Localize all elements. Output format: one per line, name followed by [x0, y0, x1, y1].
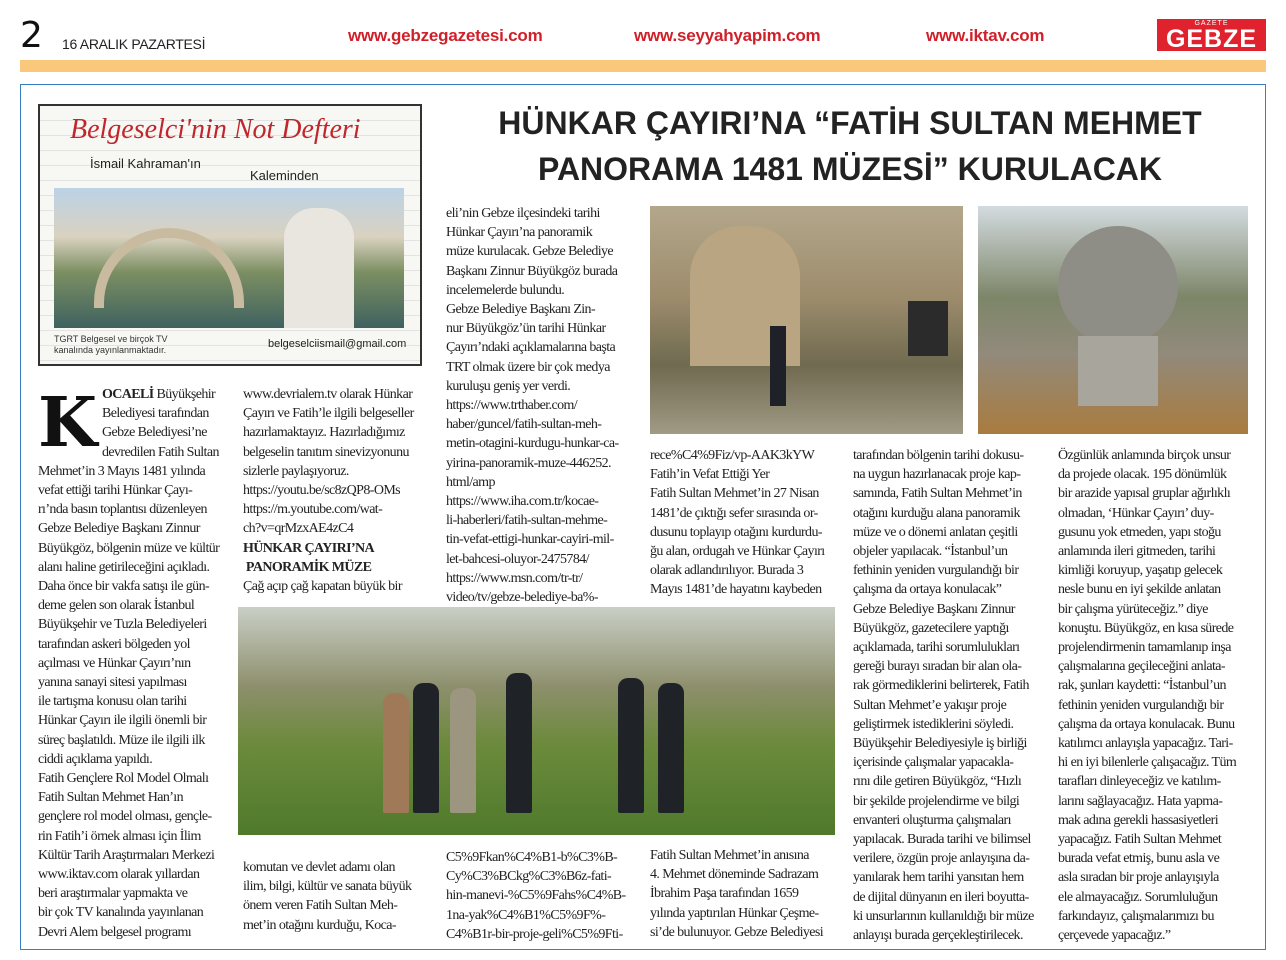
subheading: HÜNKAR ÇAYIRI’NA	[243, 540, 375, 556]
text-line: https://www.msn.com/tr-tr/	[446, 570, 583, 586]
text-line: devredilen Fatih Sultan	[102, 444, 219, 460]
text-line: ğu alan, ordugah ve Hünkar Çayırı	[650, 544, 825, 560]
text-line: Çayırı ve Fatih’le ilgili belgeseller	[243, 406, 414, 422]
text-line: müze ve o dönemi anlatan çeşitli	[853, 524, 1018, 540]
text-line: gençlere rol model olması, gençle-	[38, 809, 212, 825]
text-line: html/amp	[446, 474, 495, 490]
text-line: burada vefat etmiş, bunu asla ve	[1058, 851, 1220, 867]
text-line: bir çok TV kanalında yayınlanan	[38, 905, 204, 921]
text-line: açılması ve Hünkar Çayırı’nın	[38, 655, 191, 671]
text-line: Fatih Sultan Mehmet Han’ın	[38, 790, 183, 806]
text-line: asla sıradan bir proje anlayışıyla	[1058, 870, 1219, 886]
text-line: beri araştırmalar yapmakta ve	[38, 886, 188, 902]
text-line: larını sağlayacağız. Hata yapma-	[1058, 793, 1223, 809]
article-column-3-top	[446, 204, 619, 607]
text-line: envanteri oluşturma çalışmaları	[853, 812, 1011, 828]
text-line: ile tartışma konusu olan tarihi	[38, 694, 187, 710]
text-line: rin Fatih’i örnek alması için İlim	[38, 828, 201, 844]
text-line: met’in otağını kurduğu, Koca-	[243, 917, 396, 933]
text-line: hin-manevi-%C5%9Fahs%C4%B-	[446, 888, 626, 904]
text-line: haber/guncel/fatih-sultan-meh-	[446, 417, 602, 433]
text-line: belgeselin tanıtım sinevizyonunu	[243, 444, 409, 460]
text-line: otağını kurduğu alana panoramik	[853, 505, 1020, 521]
banner-footer-line: TGRT Belgesel ve birçok TV	[54, 334, 168, 344]
text-line: Fatih Gençlere Rol Model Olmalı	[38, 771, 209, 787]
text-line: video/tv/gebze-belediye-ba%-	[446, 590, 598, 606]
text-line: tarafından bölgenin tarihi dokusu-	[853, 448, 1024, 463]
text-line: rak, şunları kaydetti: “İstanbul’un	[1058, 678, 1226, 694]
text-line: süreç başlatıldı. Müze ile ilgili ilk	[38, 732, 205, 748]
text-line: Büyükgöz, gazetecilere yaptığı	[853, 620, 1009, 636]
text-line: li-haberleri/fatih-sultan-mehme-	[446, 513, 608, 529]
text-line: www.iktav.com olarak yıllardan	[38, 867, 200, 883]
text-line: çerçevede yapacağız.”	[1058, 928, 1171, 944]
text-line: verilere, özgün proje anlayışına da-	[853, 851, 1030, 867]
text-line: Büyükşehir ve Tuzla Belediyeleri	[38, 617, 207, 633]
article-column-5	[853, 446, 1034, 945]
banner-title: Belgeselci'nin Not Defteri	[70, 114, 361, 145]
text-line: Fatih Sultan Mehmet’in 27 Nisan	[650, 486, 819, 502]
text-line: anlayışı burada gerçekleştirilecek.	[853, 928, 1023, 944]
text-line: kimliği koruyup, yaşatıp gelecek	[1058, 563, 1223, 579]
text-line: dusunu toplayıp otağını kurdurdu-	[650, 524, 822, 540]
text-line: TRT olmak üzere bir çok medya	[446, 359, 610, 375]
text-line: vefat ettiği tarihi Hünkar Çayı-	[38, 483, 193, 499]
text-line: da projede olacak. 195 dönümlük	[1058, 467, 1227, 483]
text-line: projelendirmenin tamamlanıp inşa	[1058, 640, 1231, 656]
text-line: tarafları dinleyeceğiz ve katılım-	[1058, 774, 1221, 790]
banner-email: belgeselciismail@gmail.com	[268, 338, 407, 350]
headline-line: PANORAMA 1481 MÜZESİ” KURULACAK	[537, 151, 1163, 187]
text-line: Gebze Belediyesi’ne	[102, 425, 207, 441]
text-line: rak görmediklerini belirterek, Fatih	[853, 678, 1029, 694]
text-line: eli’nin Gebze ilçesindeki tarihi	[446, 206, 600, 221]
text-line: geliştirmek istediklerini söyledi.	[853, 716, 1014, 732]
text-line: rını dile getiren Büyükgöz, “Hızlı	[853, 774, 1022, 790]
headline	[440, 100, 1260, 192]
text-line: https://www.iha.com.tr/kocae-	[446, 494, 599, 510]
photo-officials-in-meadow	[238, 607, 835, 835]
text-line: Gebze Belediye Başkanı Zinnur	[38, 521, 200, 537]
text-line: nur Büyükgöz’ün tarihi Hünkar	[446, 321, 606, 337]
text-line: bir çalışma yürüteceğiz.” diye	[1058, 601, 1208, 617]
page-number: 2	[20, 15, 43, 56]
banner-author: İsmail Kahraman'ın	[90, 156, 201, 171]
text-line: ciddi açıklama yapıldı.	[38, 751, 153, 767]
subheading: PANORAMİK MÜZE	[243, 559, 372, 575]
text-line: gereği burayı sıradan bir alan ola-	[853, 659, 1022, 675]
article-column-6	[1058, 446, 1236, 945]
text-line: bir arazide yapısal gruplar ağırlıklı	[1058, 486, 1231, 502]
text-line: Gebze Belediye Başkanı Zin-	[446, 302, 596, 318]
text-line: hi en iyi bilenlerle çalışacağız. Tüm	[1058, 755, 1237, 771]
text-line: Daha önce bir vakfa satışı ile gün-	[38, 579, 210, 595]
text-line: Mehmet’in 3 Mayıs 1481 yılında	[38, 463, 206, 479]
text-line: konuştu. Büyükgöz, en kısa sürede	[1058, 620, 1234, 636]
text-line: anlamında ileri gitmeden, tarihi	[1058, 544, 1216, 560]
text-line: nesle bunu en iyi şekilde anlatan	[1058, 582, 1221, 598]
article-column-2-top	[243, 385, 414, 596]
text-line	[38, 385, 219, 404]
text-line: yapacağız. Fatih Sultan Mehmet	[1058, 832, 1222, 848]
text-line: önem veren Fatih Sultan Meh-	[243, 898, 398, 914]
text-line: Büyükgöz, bölgenin müze ve kültür	[38, 540, 220, 556]
issue-date: 16 ARALIK PAZARTESİ	[62, 36, 206, 52]
text-line: rı’nda basın toplantısı düzenleyen	[38, 502, 207, 518]
text-line: na uygun hazırlanacak proje kap-	[853, 467, 1021, 483]
text-line: Başkanı Zinnur Büyükgöz burada	[446, 263, 618, 279]
text-line: çalışmalarına geçileceğini anlata-	[1058, 659, 1225, 675]
banner-footer-note	[54, 334, 168, 356]
banner-photo-mostar-bridge	[54, 188, 404, 328]
text-line: Sultan Mehmet’e yakışır proje	[853, 697, 1007, 713]
text-line: ele almayacağız. Sorumluluğun	[1058, 889, 1218, 905]
text-line: içerisinde çalışmalar yapacakla-	[853, 755, 1014, 771]
text-line: yapılacak. Burada tarihi ve bilimsel	[853, 832, 1031, 848]
text-line: Büyükşehir Belediyesiyle iş birliği	[853, 736, 1027, 752]
text-line: https://www.trthaber.com/	[446, 398, 578, 414]
text-line: tin-vefat-ettigi-hunkar-cayiri-mil-	[446, 532, 614, 548]
article-column-1	[38, 385, 219, 942]
gazete-gebze-logo	[1157, 19, 1266, 51]
text-line: alanı haline getirileceğini açıkladı.	[38, 559, 210, 575]
banner-subtitle: Kaleminden	[250, 168, 319, 183]
text-line: Devri Alem belgesel programı	[38, 924, 192, 940]
text-line: www.devrialem.tv olarak Hünkar	[243, 387, 413, 402]
text-line: müze kurulacak. Gebze Belediye	[446, 244, 614, 260]
text-line: https://youtu.be/sc8zQP8-OMs	[243, 483, 401, 499]
text-line: Cy%C3%BCkg%C3%B6z-fati-	[446, 869, 612, 885]
text-line: Mayıs 1481’de hayatını kaybeden	[650, 582, 822, 598]
text-line: incelemelerde bulundu.	[446, 282, 565, 298]
lead-word: OCAELİ	[102, 387, 154, 402]
text-line: çalışma da ortaya konulacak”	[853, 582, 1002, 598]
article-column-2-bottom	[243, 858, 411, 935]
text-line: fethinin yeniden vurgulandığı bir	[1058, 697, 1224, 713]
text-line: Gebze Belediye Başkanı Zinnur	[853, 601, 1015, 617]
text-line: ch?v=qrMzxAE4zC4	[243, 521, 354, 537]
text-line: komutan ve devlet adamı olan	[243, 860, 395, 875]
text-line: Belediyesi tarafından	[102, 406, 209, 422]
text-line: mak adına gerekli hassasiyetleri	[1058, 812, 1219, 828]
text-line: Fatih Sultan Mehmet’in anısına	[650, 848, 809, 863]
text-line: metin-otagini-kurdugu-hunkar-ca-	[446, 436, 619, 452]
text-line: let-bahcesi-oluyor-2475784/	[446, 551, 589, 567]
text-line: açıklamada, tarihi sorumlulukları	[853, 640, 1020, 656]
text-line: deme gelen son olarak İstanbul	[38, 598, 195, 614]
text-line: olmadan, ‘Hünkar Çayırı’ duy-	[1058, 505, 1214, 521]
article-column-3-bottom	[446, 848, 626, 944]
article-column-4-top	[650, 446, 825, 600]
article-column-4-bottom	[650, 846, 823, 942]
link-seyyahyapim[interactable]: www.seyyahyapim.com	[634, 26, 821, 45]
text-line: samında, Fatih Sultan Mehmet’in	[853, 486, 1022, 502]
lead-rest: Büyükşehir	[156, 387, 216, 402]
text-line: farkındayız, çalışmalarımızı bu	[1058, 908, 1214, 924]
text-line: olarak adlandırılıyor. Burada 3	[650, 563, 804, 579]
text-line: Özgünlük anlamında birçok unsur	[1058, 448, 1231, 463]
text-line: yanılarak hem tarihi yansıtan hem	[853, 870, 1024, 886]
text-line: https://m.youtube.com/wat-	[243, 502, 383, 518]
text-line: Hünkar Çayırı’na panoramik	[446, 225, 593, 241]
text-line: sizlerle paylaşıyoruz.	[243, 463, 349, 479]
text-line: fethinin yeniden vurgulandığı bir	[853, 563, 1019, 579]
text-line: kuruluşu geniş yer verdi.	[446, 378, 571, 394]
text-line: Çağ açıp çağ kapatan büyük bir	[243, 579, 402, 595]
text-line: yılında yaptırılan Hünkar Çeşme-	[650, 905, 819, 921]
photo-hunkar-cesmesi	[650, 206, 963, 434]
text-line: yanına sanayi sitesi yapılması	[38, 675, 187, 691]
text-line: 1na-yak%C4%B1%C5%9F%-	[446, 907, 606, 923]
text-line: bir şekilde projelendirme ve bilgi	[853, 793, 1020, 809]
header-divider-bar	[20, 60, 1266, 72]
text-line: rece%C4%9Fiz/vp-AAK3kYW	[650, 448, 815, 463]
text-line: yirina-panoramik-muze-446252.	[446, 455, 611, 471]
text-line: katılımcı anlayışla yapacağız. Tari-	[1058, 736, 1233, 752]
logo-small-text: GAZETE	[1194, 20, 1229, 27]
headline-line: HÜNKAR ÇAYIRI’NA “FATİH SULTAN MEHMET	[498, 105, 1202, 141]
text-line: ilim, bilgi, kültür ve sanata büyük	[243, 879, 412, 895]
text-line: gusunu yok etmeden, yapı stoğu	[1058, 524, 1221, 540]
text-line: çalışma da ortaya konulacak. Bunu	[1058, 716, 1235, 732]
text-line: C5%9Fkan%C4%B1-b%C3%B-	[446, 850, 618, 865]
column-banner-ad	[38, 104, 422, 366]
text-line: de dijital dünyanın en ileri boyutta-	[853, 889, 1029, 905]
text-line: Kültür Tarih Araştırmaları Merkezi	[38, 847, 215, 863]
text-line: hazırlamaktayız. Hazırladığımız	[243, 425, 405, 441]
text-line: ki unsurlarının kullanıldığı bir müze	[853, 908, 1034, 924]
banner-footer-line: kanalında yayınlanmaktadır.	[54, 345, 167, 355]
text-line: C4%B1r-bir-proje-geli%C5%9Fti-	[446, 926, 623, 942]
text-line: tarafından askeri bölgeden yol	[38, 636, 190, 652]
text-line: 1481’de çıktığı sefer sırasında or-	[650, 505, 818, 521]
text-line: Hünkar Çayırı ile ilgili önemli bir	[38, 713, 207, 729]
text-line: 4. Mehmet döneminde Sadrazam	[650, 867, 819, 883]
text-line: Fatih’in Vefat Ettiği Yer	[650, 467, 770, 483]
link-iktav[interactable]: www.iktav.com	[926, 26, 1045, 45]
drop-cap: K	[38, 383, 98, 463]
logo-big-text: GEBZE	[1165, 25, 1258, 53]
text-line: Çayırı’ndaki açıklamalarına başta	[446, 340, 616, 356]
link-gebzegazetesi[interactable]: www.gebzegazetesi.com	[348, 26, 543, 45]
photo-fatih-monument	[978, 206, 1248, 434]
text-line: objeler yapılacak. “İstanbul’un	[853, 544, 1008, 560]
text-line: İbrahim Paşa tarafından 1659	[650, 886, 799, 902]
text-line: si’de bulunuyor. Gebze Belediyesi	[650, 924, 824, 940]
